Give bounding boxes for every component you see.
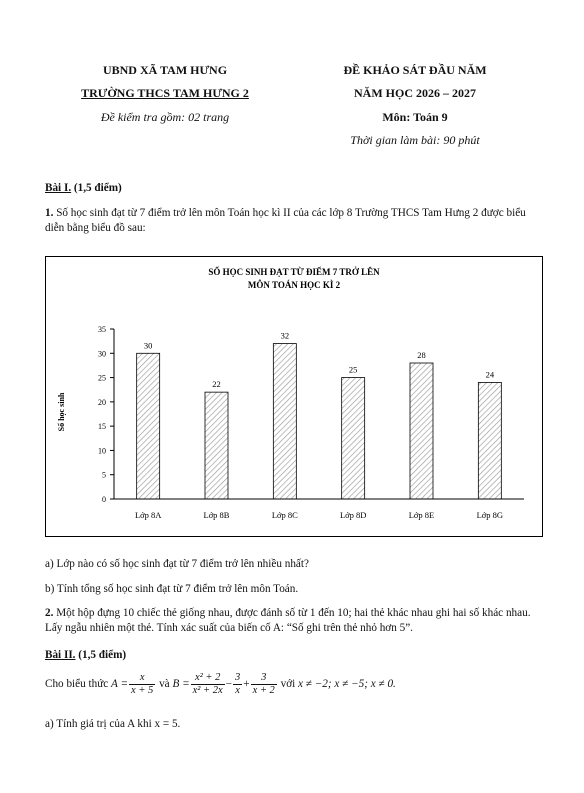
chart-title-line-1: SỐ HỌC SINH ĐẠT TỪ ĐIỂM 7 TRỞ LÊN xyxy=(208,267,380,277)
bar xyxy=(137,353,160,499)
section-1-points: (1,5 điểm) xyxy=(71,182,122,194)
data-label: 30 xyxy=(143,340,153,351)
fraction-a-numerator: x xyxy=(129,672,155,685)
expression-b-lhs: B = xyxy=(172,678,190,690)
y-tick-label: 15 xyxy=(98,422,106,432)
bar xyxy=(478,382,501,499)
bar xyxy=(273,344,296,499)
question-2a: a) Tính giá trị của A khi x = 5. xyxy=(45,718,181,730)
data-label: 28 xyxy=(417,350,426,360)
question-1b: b) Tính tổng số học sinh đạt từ 7 điểm trở lên môn Toán. xyxy=(45,583,299,595)
x-tick-label: Lớp 8E xyxy=(408,510,435,520)
chart-title-line-2: MÔN TOÁN HỌC KÌ 2 xyxy=(247,280,341,290)
y-tick-label: 35 xyxy=(98,325,106,334)
section-1-heading xyxy=(45,181,122,196)
fraction-b2-numerator: 3 xyxy=(235,672,241,683)
fraction-b3 xyxy=(251,672,277,697)
section-2-heading xyxy=(45,648,126,663)
x-tick-label: Lớp 8G xyxy=(476,510,504,520)
subject: Môn: Toán 9 xyxy=(382,110,448,124)
bar xyxy=(342,378,365,499)
condition: x ≠ −2; x ≠ −5; x ≠ 0. xyxy=(298,678,396,690)
y-tick-label: 5 xyxy=(102,470,106,480)
section-2-title: Bài II. xyxy=(45,649,76,661)
exam-title: ĐỀ KHẢO SÁT ĐẦU NĂM xyxy=(343,63,487,77)
department-name: UBND XÃ TAM HƯNG xyxy=(102,63,228,77)
fraction-b2 xyxy=(233,672,242,697)
y-tick-label: 30 xyxy=(98,349,106,359)
y-tick-label: 20 xyxy=(98,397,106,407)
fraction-b1-denominator: x² + 2x xyxy=(192,685,223,696)
question-1 xyxy=(45,206,545,236)
question-2-number: 2. xyxy=(45,607,54,619)
school-year: NĂM HỌC 2026 – 2027 xyxy=(354,86,476,100)
section-1-title: Bài I. xyxy=(45,182,72,194)
fraction-b1-numerator: x² + 2 xyxy=(191,672,225,685)
expression-a-lhs: A = xyxy=(111,678,129,690)
data-label: 25 xyxy=(348,364,358,375)
y-tick-label: 0 xyxy=(102,495,106,504)
question-2 xyxy=(45,606,545,636)
section-2-points: (1,5 điểm) xyxy=(75,649,127,661)
question-1-text: Số học sinh đạt từ 7 điểm trở lên môn Toán học kì II của các lớp 8 Trường THCS Tam Hưng 2 được biểu diễn bằng biểu đồ sau: xyxy=(45,207,526,234)
x-tick-label: Lớp 8C xyxy=(271,510,298,520)
fraction-b3-denominator: x + 2 xyxy=(252,685,275,696)
data-label: 22 xyxy=(212,379,221,390)
time-allowed: Thời gian làm bài: 90 phút xyxy=(350,133,480,147)
conjunction-and: và xyxy=(159,678,170,690)
x-tick-label: Lớp 8D xyxy=(339,510,367,520)
bar-chart xyxy=(46,257,542,536)
plus-sign: + xyxy=(243,678,250,690)
expression-intro: Cho biểu thức xyxy=(45,678,109,690)
fraction-a xyxy=(129,672,155,697)
fraction-b1 xyxy=(191,672,225,697)
bar xyxy=(410,363,433,499)
fraction-a-denominator: x + 5 xyxy=(131,685,154,696)
y-axis-label: Số học sinh xyxy=(57,392,66,432)
x-tick-label: Lớp 8A xyxy=(134,510,162,520)
y-tick-label: 25 xyxy=(98,373,106,383)
school-name: TRƯỜNG THCS TAM HƯNG 2 xyxy=(81,86,249,100)
bar xyxy=(205,392,228,499)
expression-line xyxy=(45,672,565,697)
fraction-b2-denominator: x xyxy=(235,685,240,696)
question-1-number: 1. xyxy=(45,207,54,219)
data-label: 24 xyxy=(485,369,495,380)
x-tick-label: Lớp 8B xyxy=(203,510,230,520)
question-1a: a) Lớp nào có số học sinh đạt từ 7 điểm trở lên nhiều nhất? xyxy=(45,558,309,570)
question-2-text: Một hộp đựng 10 chiếc thẻ giống nhau, được đánh số từ 1 đến 10; hai thẻ khác nhau ghi hai số khác nhau. Lấy ngẫu nhiên một thẻ. Tính xác suất của biến cố A: “Số ghi trên thẻ nhỏ hơn 5”. xyxy=(45,607,531,634)
page-count-note: Đề kiểm tra gồm: 02 trang xyxy=(100,110,230,124)
fraction-b3-numerator: 3 xyxy=(251,672,277,685)
y-tick-label: 10 xyxy=(98,446,106,456)
data-label: 32 xyxy=(280,330,290,341)
chart-frame xyxy=(45,256,543,537)
condition-prefix: với xyxy=(280,678,296,690)
minus-sign: − xyxy=(225,678,232,690)
